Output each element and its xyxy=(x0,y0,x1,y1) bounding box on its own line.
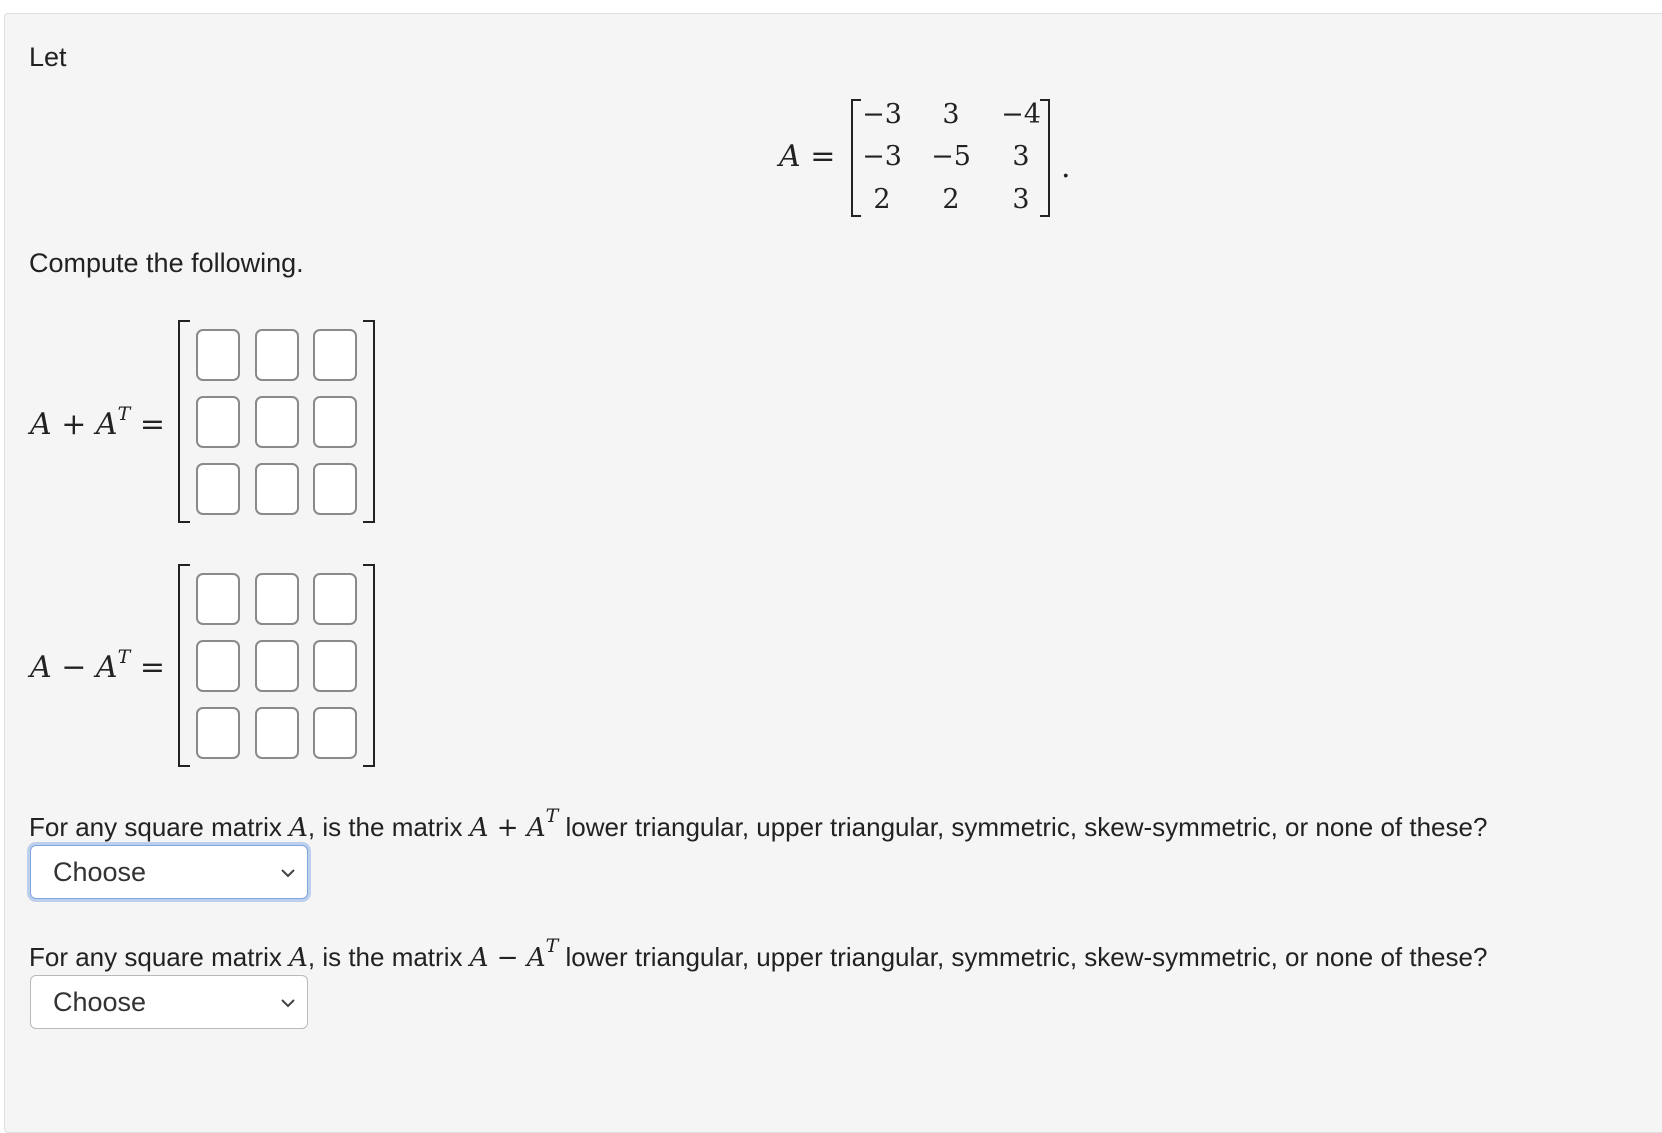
diff-input-r1c1[interactable] xyxy=(196,573,240,625)
instructions: Compute the following. xyxy=(29,248,304,278)
sum-matrix-label: $A + A^T$ = xyxy=(30,403,165,442)
question-1-text: For any square matrix A, is the matrix $A + A^T$ lower triangular, upper triangular, symmetric, skew-symmetric, or none of these? xyxy=(29,805,1488,843)
matrix-cell: 2 xyxy=(942,184,960,215)
matrix-cell: 3 xyxy=(1012,184,1030,215)
period: . xyxy=(1061,150,1071,185)
diff-input-r2c2[interactable] xyxy=(255,640,299,692)
diff-input-r2c1[interactable] xyxy=(196,640,240,692)
sum-input-r2c1[interactable] xyxy=(196,396,240,448)
sum-input-r3c1[interactable] xyxy=(196,463,240,515)
left-bracket xyxy=(178,564,190,767)
sum-input-r1c2[interactable] xyxy=(255,329,299,381)
left-bracket xyxy=(178,320,190,523)
sum-input-r3c2[interactable] xyxy=(255,463,299,515)
right-bracket xyxy=(363,564,375,767)
chevron-down-icon xyxy=(277,992,299,1014)
diff-input-r3c2[interactable] xyxy=(255,707,299,759)
sum-input-r1c1[interactable] xyxy=(196,329,240,381)
select-value: Choose xyxy=(53,987,147,1017)
right-bracket xyxy=(363,320,375,523)
matrix-cell: −4 xyxy=(1001,99,1041,130)
matrix-cell: −5 xyxy=(931,141,971,172)
sum-input-r2c3[interactable] xyxy=(313,396,357,448)
sum-input-r1c3[interactable] xyxy=(313,329,357,381)
question-2-text: For any square matrix A, is the matrix $A - A^T$ lower triangular, upper triangular, symmetric, skew-symmetric, or none of these? xyxy=(29,935,1488,973)
diff-input-r1c2[interactable] xyxy=(255,573,299,625)
matrix-cell: 2 xyxy=(873,184,891,215)
diff-input-r3c3[interactable] xyxy=(313,707,357,759)
diff-input-r3c1[interactable] xyxy=(196,707,240,759)
matrix-cell: −3 xyxy=(862,141,902,172)
diff-matrix-label: $A - A^T$ = xyxy=(30,646,165,685)
diff-input-r1c3[interactable] xyxy=(313,573,357,625)
sum-input-r3c3[interactable] xyxy=(313,463,357,515)
diff-input-r2c3[interactable] xyxy=(313,640,357,692)
matrix-cell: 3 xyxy=(1012,141,1030,172)
let-label: Let xyxy=(29,42,67,72)
chevron-down-icon xyxy=(277,862,299,884)
matrix-name: A = xyxy=(779,139,836,174)
matrix-cell: 3 xyxy=(942,99,960,130)
sum-input-r2c2[interactable] xyxy=(255,396,299,448)
question-2-select[interactable] xyxy=(30,975,308,1029)
matrix-cell: −3 xyxy=(862,99,902,130)
select-value: Choose xyxy=(53,857,147,887)
question-1-select[interactable] xyxy=(30,845,308,899)
